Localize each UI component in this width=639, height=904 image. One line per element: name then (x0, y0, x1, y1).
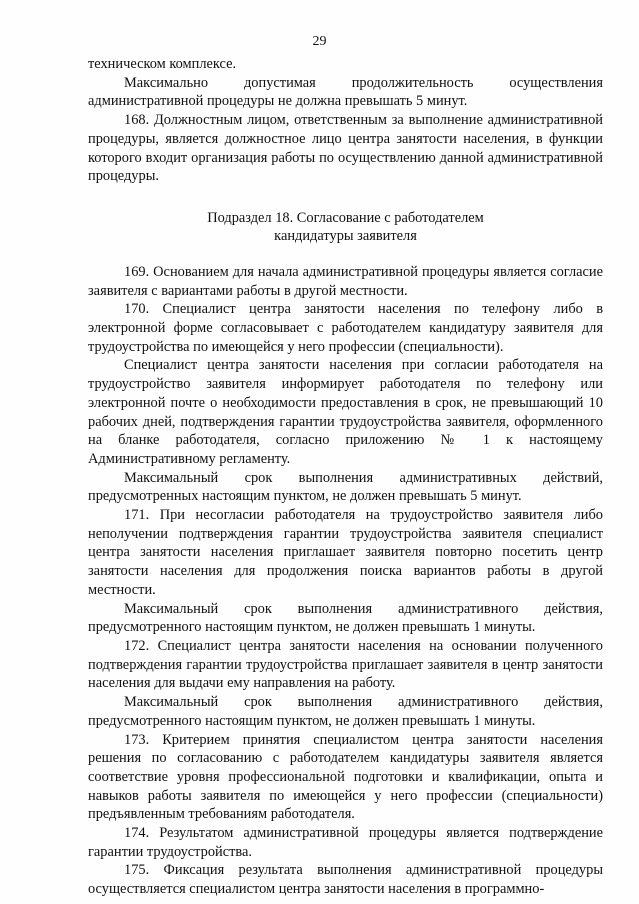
paragraph-170-notification: Специалист центра занятости населения при согласии работодателя на трудоустройство заявителя информирует работодателя по телефону или электронной почте о необходимости предоставления в срок, не превышающий 10 рабочих дней, подтверждения гарантии трудоустройства заявителя, оформленного на бланке работодателя, согласно приложению № 1 к настоящему Административному регламенту. (88, 357, 603, 467)
paragraph-168: 168. Должностным лицом, ответственным за выполнение административной процедуры, является должностное лицо центра занятости населения, в функции которого входит организация работы по осуществлению данной административной процедуры. (88, 112, 603, 185)
subsection-heading (88, 209, 603, 246)
paragraph-continuation: техническом комплексе. (88, 56, 237, 72)
subsection-heading-line-2: кандидатуры заявителя (274, 228, 417, 245)
page-number: 29 (312, 34, 327, 49)
paragraph-171: 171. При несогласии работодателя на трудоустройство заявителя либо неполучении подтверждения гарантии трудоустройства заявителя специалист центра занятости населения приглашает заявителя повторно посетить центр занятости населения для продолжения поиска вариантов работы в другой местности. (88, 507, 603, 598)
paragraph-175: 175. Фиксация результата выполнения административной процедуры осуществляется специалистом центра занятости населения в программно- (88, 862, 603, 898)
paragraph-174: 174. Результатом административной процедуры является подтверждение гарантии трудоустройства. (88, 825, 603, 860)
paragraph-170-max-duration: Максимальный срок выполнения административных действий, предусмотренных настоящим пунктом, не должен превышать 5 минут. (88, 469, 603, 505)
paragraph-171-max-duration: Максимальный срок выполнения административного действия, предусмотренного настоящим пунктом, не должен превышать 1 минуты. (88, 600, 603, 636)
subsection-heading-line-1: Подраздел 18. Согласование с работодателем (207, 209, 484, 226)
paragraph-172-max-duration: Максимальный срок выполнения административного действия, предусмотренного настоящим пунктом, не должен превышать 1 минуты. (88, 694, 603, 729)
paragraph-173: 173. Критерием принятия специалистом центра занятости населения решения по согласованию с работодателем кандидатуры заявителя является соответствие уровня профессиональной подготовки и квалификации, опыта и навыков работы заявителя по имеющейся у него профессии (специальности) предъявленным требованиям работодателя. (88, 731, 603, 823)
paragraph-172: 172. Специалист центра занятости населения на основании полученного подтверждения гарантии трудоустройства приглашает заявителя в центр занятости населения для выдачи ему направления на работу. (88, 637, 603, 692)
paragraph-169: 169. Основанием для начала административной процедуры является согласие заявителя с вариантами работы в другой местности. (88, 263, 603, 299)
document-body (88, 55, 603, 899)
paragraph-170: 170. Специалист центра занятости населения по телефону либо в электронной форме согласовывает с работодателем кандидатуру заявителя для трудоустройства по имеющейся у него профессии (специальности). (88, 301, 603, 355)
paragraph-max-duration: Максимально допустимая продолжительность осуществления административной процедуры не должна превышать 5 минут. (88, 74, 603, 110)
